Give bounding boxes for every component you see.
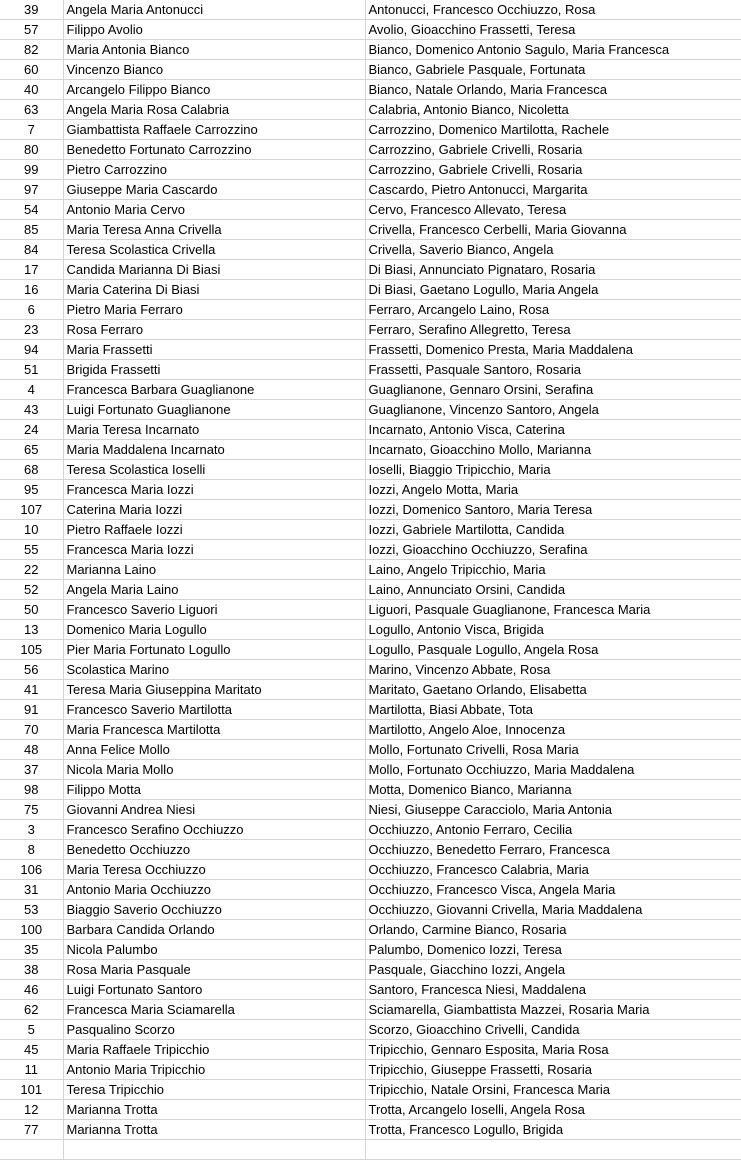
record-number-cell[interactable]: 11 [0,1060,63,1080]
parents-cell[interactable]: Mollo, Fortunato Crivelli, Rosa Maria [365,740,741,760]
table-row [0,640,741,660]
child-name-cell[interactable]: Barbara Candida Orlando [63,920,365,940]
parents-cell[interactable]: Ferraro, Serafino Allegretto, Teresa [365,320,741,340]
record-number-cell[interactable]: 105 [0,640,63,660]
table-row [0,1120,741,1140]
empty-cell[interactable] [63,1140,365,1160]
child-name-cell[interactable]: Maria Francesca Martilotta [63,720,365,740]
parents-cell[interactable]: Sciamarella, Giambattista Mazzei, Rosaria Maria [365,1000,741,1020]
record-number-cell[interactable]: 41 [0,680,63,700]
record-number-cell[interactable]: 52 [0,580,63,600]
child-name-cell[interactable]: Maria Antonia Bianco [63,40,365,60]
record-number-cell[interactable]: 31 [0,880,63,900]
child-name-cell[interactable]: Maria Frassetti [63,340,365,360]
parents-cell[interactable]: Carrozzino, Domenico Martilotta, Rachele [365,120,741,140]
child-name-cell[interactable]: Francesca Maria Iozzi [63,540,365,560]
record-number-cell[interactable]: 24 [0,420,63,440]
record-number-cell[interactable]: 99 [0,160,63,180]
table-row [0,400,741,420]
parents-cell[interactable]: Iozzi, Gioacchino Occhiuzzo, Serafina [365,540,741,560]
table-row [0,720,741,740]
parents-cell[interactable]: Martilotto, Angelo Aloe, Innocenza [365,720,741,740]
parents-cell[interactable]: Tripicchio, Gennaro Esposita, Maria Rosa [365,1040,741,1060]
record-number-cell[interactable]: 43 [0,400,63,420]
table-row [0,260,741,280]
record-number-cell[interactable]: 68 [0,460,63,480]
parents-cell[interactable]: Logullo, Antonio Visca, Brigida [365,620,741,640]
table-row [0,1020,741,1040]
record-number-cell[interactable]: 94 [0,340,63,360]
parents-cell[interactable]: Ferraro, Arcangelo Laino, Rosa [365,300,741,320]
record-number-cell[interactable]: 35 [0,940,63,960]
child-name-cell[interactable]: Francesca Barbara Guaglianone [63,380,365,400]
table-row [0,240,741,260]
parents-cell[interactable]: Iozzi, Gabriele Martilotta, Candida [365,520,741,540]
child-name-cell[interactable]: Arcangelo Filippo Bianco [63,80,365,100]
child-name-cell[interactable]: Biaggio Saverio Occhiuzzo [63,900,365,920]
record-number-cell[interactable]: 3 [0,820,63,840]
record-number-cell[interactable]: 55 [0,540,63,560]
table-row [0,80,741,100]
table-row [0,20,741,40]
table-row [0,860,741,880]
child-name-cell[interactable]: Brigida Frassetti [63,360,365,380]
child-name-cell[interactable]: Giuseppe Maria Cascardo [63,180,365,200]
parents-cell[interactable]: Avolio, Gioacchino Frassetti, Teresa [365,20,741,40]
child-name-cell[interactable]: Filippo Motta [63,780,365,800]
child-name-cell[interactable]: Luigi Fortunato Santoro [63,980,365,1000]
record-number-cell[interactable]: 107 [0,500,63,520]
record-number-cell[interactable]: 75 [0,800,63,820]
table-row [0,200,741,220]
record-number-cell[interactable]: 106 [0,860,63,880]
table-row [0,760,741,780]
record-number-cell[interactable]: 60 [0,60,63,80]
parents-cell[interactable]: Occhiuzzo, Benedetto Ferraro, Francesca [365,840,741,860]
parents-cell[interactable]: Tripicchio, Giuseppe Frassetti, Rosaria [365,1060,741,1080]
child-name-cell[interactable]: Marianna Laino [63,560,365,580]
parents-cell[interactable]: Carrozzino, Gabriele Crivelli, Rosaria [365,140,741,160]
parents-cell[interactable]: Frassetti, Pasquale Santoro, Rosaria [365,360,741,380]
parents-cell[interactable]: Guaglianone, Gennaro Orsini, Serafina [365,380,741,400]
table-row [0,920,741,940]
record-number-cell[interactable]: 12 [0,1100,63,1120]
record-number-cell[interactable]: 6 [0,300,63,320]
table-row [0,560,741,580]
child-name-cell[interactable]: Francesca Maria Iozzi [63,480,365,500]
child-name-cell[interactable]: Teresa Scolastica Ioselli [63,460,365,480]
record-number-cell[interactable]: 4 [0,380,63,400]
parents-cell[interactable]: Pasquale, Giacchino Iozzi, Angela [365,960,741,980]
record-number-cell[interactable]: 56 [0,660,63,680]
parents-cell[interactable]: Niesi, Giuseppe Caracciolo, Maria Antonia [365,800,741,820]
table-row [0,180,741,200]
parents-cell[interactable]: Occhiuzzo, Francesco Visca, Angela Maria [365,880,741,900]
child-name-cell[interactable]: Domenico Maria Logullo [63,620,365,640]
parents-cell[interactable]: Martilotta, Biasi Abbate, Tota [365,700,741,720]
table-row [0,440,741,460]
child-name-cell[interactable]: Nicola Maria Mollo [63,760,365,780]
record-number-cell[interactable]: 101 [0,1080,63,1100]
child-name-cell[interactable]: Antonio Maria Cervo [63,200,365,220]
record-number-cell[interactable]: 77 [0,1120,63,1140]
child-name-cell[interactable]: Maria Teresa Incarnato [63,420,365,440]
parents-cell[interactable]: Trotta, Francesco Logullo, Brigida [365,1120,741,1140]
table-row [0,480,741,500]
record-number-cell[interactable]: 40 [0,80,63,100]
record-number-cell[interactable]: 16 [0,280,63,300]
record-number-cell[interactable]: 46 [0,980,63,1000]
table-row [0,280,741,300]
record-number-cell[interactable]: 48 [0,740,63,760]
record-number-cell[interactable]: 57 [0,20,63,40]
table-row [0,1000,741,1020]
record-number-cell[interactable]: 38 [0,960,63,980]
child-name-cell[interactable]: Angela Maria Laino [63,580,365,600]
table-row [0,60,741,80]
parents-cell[interactable]: Carrozzino, Gabriele Crivelli, Rosaria [365,160,741,180]
parents-cell[interactable]: Bianco, Domenico Antonio Sagulo, Maria Francesca [365,40,741,60]
table-row [0,960,741,980]
record-number-cell[interactable]: 5 [0,1020,63,1040]
table-row [0,360,741,380]
parents-cell[interactable]: Cascardo, Pietro Antonucci, Margarita [365,180,741,200]
record-number-cell[interactable]: 62 [0,1000,63,1020]
table-row [0,100,741,120]
child-name-cell[interactable]: Francesca Maria Sciamarella [63,1000,365,1020]
parents-cell[interactable]: Trotta, Arcangelo Ioselli, Angela Rosa [365,1100,741,1120]
table-row [0,160,741,180]
parents-cell[interactable]: Tripicchio, Natale Orsini, Francesca Maria [365,1080,741,1100]
child-name-cell[interactable]: Maria Maddalena Incarnato [63,440,365,460]
parents-cell[interactable]: Laino, Angelo Tripicchio, Maria [365,560,741,580]
parents-cell[interactable]: Occhiuzzo, Francesco Calabria, Maria [365,860,741,880]
child-name-cell[interactable]: Rosa Ferraro [63,320,365,340]
record-number-cell[interactable]: 8 [0,840,63,860]
parents-cell[interactable]: Iozzi, Angelo Motta, Maria [365,480,741,500]
parents-cell[interactable]: Ioselli, Biaggio Tripicchio, Maria [365,460,741,480]
parents-cell[interactable]: Incarnato, Gioacchino Mollo, Marianna [365,440,741,460]
child-name-cell[interactable]: Giambattista Raffaele Carrozzino [63,120,365,140]
record-number-cell[interactable]: 100 [0,920,63,940]
child-name-cell[interactable]: Scolastica Marino [63,660,365,680]
table-row [0,780,741,800]
child-name-cell[interactable]: Francesco Serafino Occhiuzzo [63,820,365,840]
table-row [0,1060,741,1080]
child-name-cell[interactable]: Pasqualino Scorzo [63,1020,365,1040]
record-number-cell[interactable]: 54 [0,200,63,220]
parents-cell[interactable]: Incarnato, Antonio Visca, Caterina [365,420,741,440]
child-name-cell[interactable]: Pietro Raffaele Iozzi [63,520,365,540]
parents-cell[interactable]: Crivella, Francesco Cerbelli, Maria Giovanna [365,220,741,240]
table-row [0,680,741,700]
parents-cell[interactable]: Orlando, Carmine Bianco, Rosaria [365,920,741,940]
table-row [0,40,741,60]
parents-cell[interactable]: Palumbo, Domenico Iozzi, Teresa [365,940,741,960]
empty-row [0,1140,741,1160]
record-number-cell[interactable]: 97 [0,180,63,200]
child-name-cell[interactable]: Benedetto Occhiuzzo [63,840,365,860]
empty-cell[interactable] [0,1140,63,1160]
parents-cell[interactable]: Liguori, Pasquale Guaglianone, Francesca Maria [365,600,741,620]
child-name-cell[interactable]: Teresa Scolastica Crivella [63,240,365,260]
parents-cell[interactable]: Frassetti, Domenico Presta, Maria Maddalena [365,340,741,360]
record-number-cell[interactable]: 70 [0,720,63,740]
child-name-cell[interactable]: Luigi Fortunato Guaglianone [63,400,365,420]
table-row [0,460,741,480]
table-row [0,0,741,20]
table-row [0,220,741,240]
parents-cell[interactable]: Santoro, Francesca Niesi, Maddalena [365,980,741,1000]
child-name-cell[interactable]: Pier Maria Fortunato Logullo [63,640,365,660]
record-number-cell[interactable]: 95 [0,480,63,500]
record-number-cell[interactable]: 84 [0,240,63,260]
child-name-cell[interactable]: Caterina Maria Iozzi [63,500,365,520]
table-row [0,740,741,760]
table-row [0,840,741,860]
parents-cell[interactable]: Logullo, Pasquale Logullo, Angela Rosa [365,640,741,660]
child-name-cell[interactable]: Marianna Trotta [63,1120,365,1140]
child-name-cell[interactable]: Vincenzo Bianco [63,60,365,80]
record-number-cell[interactable]: 63 [0,100,63,120]
table-row [0,120,741,140]
parents-cell[interactable]: Di Biasi, Gaetano Logullo, Maria Angela [365,280,741,300]
table-row [0,600,741,620]
child-name-cell[interactable]: Teresa Maria Giuseppina Maritato [63,680,365,700]
record-number-cell[interactable]: 23 [0,320,63,340]
record-number-cell[interactable]: 17 [0,260,63,280]
child-name-cell[interactable]: Nicola Palumbo [63,940,365,960]
child-name-cell[interactable]: Maria Caterina Di Biasi [63,280,365,300]
table-row [0,880,741,900]
parents-cell[interactable]: Laino, Annunciato Orsini, Candida [365,580,741,600]
record-number-cell[interactable]: 85 [0,220,63,240]
table-row [0,380,741,400]
record-number-cell[interactable]: 45 [0,1040,63,1060]
table-row [0,140,741,160]
parents-cell[interactable]: Mollo, Fortunato Occhiuzzo, Maria Maddalena [365,760,741,780]
child-name-cell[interactable]: Maria Teresa Anna Crivella [63,220,365,240]
record-number-cell[interactable]: 39 [0,0,63,20]
parents-cell[interactable]: Antonucci, Francesco Occhiuzzo, Rosa [365,0,741,20]
table-row [0,900,741,920]
record-number-cell[interactable]: 37 [0,760,63,780]
table-row [0,940,741,960]
table-row [0,520,741,540]
parents-cell[interactable]: Crivella, Saverio Bianco, Angela [365,240,741,260]
parents-cell[interactable]: Bianco, Gabriele Pasquale, Fortunata [365,60,741,80]
parents-cell[interactable]: Occhiuzzo, Giovanni Crivella, Maria Maddalena [365,900,741,920]
child-name-cell[interactable]: Francesco Saverio Martilotta [63,700,365,720]
child-name-cell[interactable]: Antonio Maria Occhiuzzo [63,880,365,900]
child-name-cell[interactable]: Maria Teresa Occhiuzzo [63,860,365,880]
table-row [0,660,741,680]
table-row [0,320,741,340]
parents-cell[interactable]: Di Biasi, Annunciato Pignataro, Rosaria [365,260,741,280]
record-number-cell[interactable]: 53 [0,900,63,920]
child-name-cell[interactable]: Antonio Maria Tripicchio [63,1060,365,1080]
table-row [0,820,741,840]
table-row [0,500,741,520]
table-row [0,420,741,440]
child-name-cell[interactable]: Rosa Maria Pasquale [63,960,365,980]
child-name-cell[interactable]: Pietro Carrozzino [63,160,365,180]
child-name-cell[interactable]: Francesco Saverio Liguori [63,600,365,620]
table-row [0,1080,741,1100]
empty-cell[interactable] [365,1140,741,1160]
table-row [0,340,741,360]
record-number-cell[interactable]: 80 [0,140,63,160]
parents-cell[interactable]: Maritato, Gaetano Orlando, Elisabetta [365,680,741,700]
record-number-cell[interactable]: 10 [0,520,63,540]
record-number-cell[interactable]: 65 [0,440,63,460]
child-name-cell[interactable]: Teresa Tripicchio [63,1080,365,1100]
table-row [0,980,741,1000]
table-row [0,300,741,320]
parents-cell[interactable]: Calabria, Antonio Bianco, Nicoletta [365,100,741,120]
child-name-cell[interactable]: Marianna Trotta [63,1100,365,1120]
record-number-cell[interactable]: 82 [0,40,63,60]
record-number-cell[interactable]: 7 [0,120,63,140]
child-name-cell[interactable]: Anna Felice Mollo [63,740,365,760]
record-number-cell[interactable]: 13 [0,620,63,640]
record-number-cell[interactable]: 91 [0,700,63,720]
parents-cell[interactable]: Guaglianone, Vincenzo Santoro, Angela [365,400,741,420]
parents-cell[interactable]: Occhiuzzo, Antonio Ferraro, Cecilia [365,820,741,840]
parents-cell[interactable]: Bianco, Natale Orlando, Maria Francesca [365,80,741,100]
child-name-cell[interactable]: Maria Raffaele Tripicchio [63,1040,365,1060]
parents-cell[interactable]: Cervo, Francesco Allevato, Teresa [365,200,741,220]
parents-cell[interactable]: Marino, Vincenzo Abbate, Rosa [365,660,741,680]
child-name-cell[interactable]: Giovanni Andrea Niesi [63,800,365,820]
table-row [0,580,741,600]
record-number-cell[interactable]: 98 [0,780,63,800]
table-row [0,800,741,820]
table-row [0,1040,741,1060]
record-number-cell[interactable]: 50 [0,600,63,620]
child-name-cell[interactable]: Pietro Maria Ferraro [63,300,365,320]
parents-cell[interactable]: Motta, Domenico Bianco, Marianna [365,780,741,800]
record-number-cell[interactable]: 22 [0,560,63,580]
parents-cell[interactable]: Iozzi, Domenico Santoro, Maria Teresa [365,500,741,520]
table-row [0,700,741,720]
parents-cell[interactable]: Scorzo, Gioacchino Crivelli, Candida [365,1020,741,1040]
record-number-cell[interactable]: 51 [0,360,63,380]
child-name-cell[interactable]: Angela Maria Antonucci [63,0,365,20]
table-row [0,540,741,560]
table-row [0,1100,741,1120]
table-row [0,620,741,640]
child-name-cell[interactable]: Benedetto Fortunato Carrozzino [63,140,365,160]
child-name-cell[interactable]: Candida Marianna Di Biasi [63,260,365,280]
child-name-cell[interactable]: Filippo Avolio [63,20,365,40]
child-name-cell[interactable]: Angela Maria Rosa Calabria [63,100,365,120]
